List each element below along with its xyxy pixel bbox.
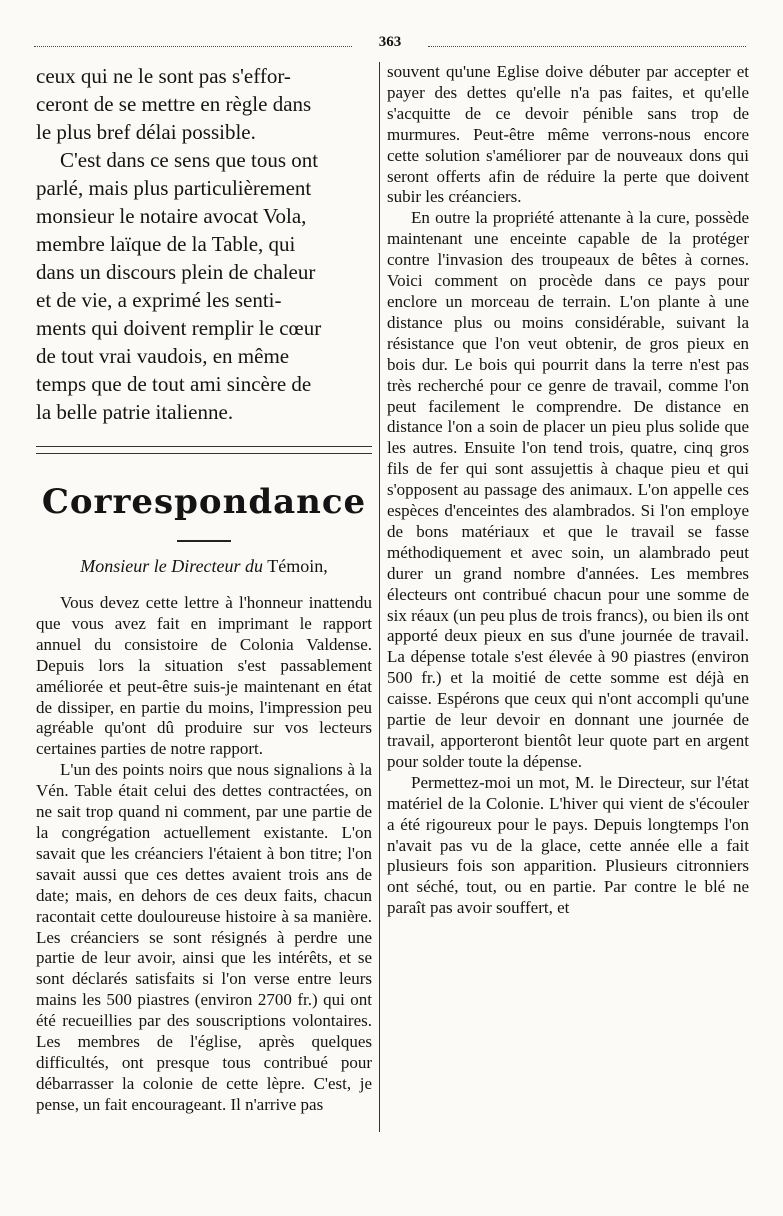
right-paragraph-continued: souvent qu'une Eglise doive débuter par accepter et payer des dettes qu'elle n'a pas faites, et qu'elle s'acquitte de ce devoir pénible sans trop de murmures. Peut-être même verrons-nous encore cette solution s'améliorer par de nouveaux dons qui seront offerts afin de réduire la perte que doivent subir les créanciers. xyxy=(387,62,749,207)
salutation-newspaper: Témoin, xyxy=(267,556,328,576)
page-number: 363 xyxy=(378,34,402,50)
text-line: dans un discours plein de chaleur xyxy=(36,260,316,284)
section-title: Correspondance xyxy=(41,482,367,522)
column-divider xyxy=(379,62,380,1132)
text-line: monsieur le notaire avocat Vola, xyxy=(36,204,307,228)
right-paragraph-colony: Permettez-moi un mot, M. le Directeur, sur l'état matériel de la Colonie. L'hiver qui vient de s'écouler a été rigoureux pour le pays. Depuis longtemps l'on n'avait pas vu de la glace, cette année elle a fait plusieurs fois son apparition. Plusieurs citronniers ont séché, tout, ou en partie. Par contre le blé ne paraît pas avoir souffert, et xyxy=(387,772,749,918)
text-line: C'est dans ce sens que tous ont xyxy=(60,148,319,172)
right-column xyxy=(387,62,749,1216)
left-paragraph-continued xyxy=(36,62,372,146)
text-line: membre laïque de la Table, qui xyxy=(36,232,296,256)
letter-paragraph-1: Vous devez cette lettre à l'honneur inattendu que vous avez fait en imprimant le rapport annuel du consistoire de Colonia Valdense. Depuis lors la situation s'est passablement améliorée et peut-être suis-je maintenant en état de dissiper, en partie du moins, l'impression peu agréable qu'ont dû produire sur vos lecteurs certaines parties de notre rapport. xyxy=(36,593,372,759)
title-underline xyxy=(177,540,231,542)
salutation-italic: Monsieur le Directeur du xyxy=(80,556,264,576)
text-line: ments qui doivent remplir le cœur xyxy=(36,316,322,340)
page-header xyxy=(34,36,746,52)
text-line: ceux qui ne le sont pas s'effor- xyxy=(36,64,291,88)
text-line: le plus bref délai possible. xyxy=(36,120,256,144)
left-column xyxy=(36,62,372,1216)
section-separator xyxy=(36,446,372,454)
right-paragraph-alambrados: En outre la propriété attenante à la cure, possède maintenant une enceinte capable de la protéger contre l'invasion des troupeaux de bêtes à cornes. Voici comment on procède dans ce pays pour enclore un morceau de terrain. L'on plante à une distance plus ou moins considérable, suivant la résistance que l'on veut obtenir, de gros pieux en bois dur. Le bois qui pourrit dans la terre n'est pas très recherché pour ce genre de travail, comme l'on peut facilement le comprendre. De distance en distance l'on a soin de placer un pieu plus solide que les autres. Ensuite l'on tend trois, quatre, cinq gros fils de fer qui sont assujettis à chaque pieu et qui s'opposent au passage des animaux. L'on appelle ces espèces d'enceintes des alambrados. Si l'on employe de bons matériaux et que le travail se fasse méthodiquement et avec soin, un alambrado peut durer un grand nombre d'années. Les membres électeurs ont contribué chacun pour une somme de six réaux (un peu plus de trois francs), ou bien ils ont apporté deux pieux en sus d'une journée de travail. La dépense totale s'est élevée à 90 piastres (environ 500 fr.) et la moitié de cette somme est déjà en caisse. Espérons que ceux qui n'ont accompli qu'une partie de leur devoir en donnant une journée de travail, apporteront bientôt leur quote part en argent pour solder toute la dépense. xyxy=(387,208,749,771)
letter-paragraph-2: L'un des points noirs que nous signalions à la Vén. Table était celui des dettes contractées, on ne sait trop quand ni comment, par une partie de la congrégation actuellement existante. L'on savait que les créanciers l'étaient à bon titre; l'on savait aussi que ces dettes avaient trois ans de date; mais, en dehors de ces deux faits, chacun racontait cette douloureuse histoire à sa manière. Les créanciers se sont résignés à perdre une partie de leur avoir, ainsi que les intérêts, et se sont déclarés satisfaits si l'on verse entre leurs mains les 500 piastres (environ 2700 fr.) qui ont été recueillies par des souscriptions volontaires. Les membres de l'église, après quelques difficultés, ont presque tous contribué pour débarrasser la colonie de cette lèpre. C'est, je pense, un fait encourageant. Il n'arrive pas xyxy=(36,760,372,1114)
text-line: ceront de se mettre en règle dans xyxy=(36,92,312,116)
text-line: et de vie, a exprimé les senti- xyxy=(36,288,282,312)
text-line: la belle patrie italienne. xyxy=(36,400,234,424)
text-line: parlé, mais plus particulièrement xyxy=(36,176,312,200)
text-line: temps que de tout ami sincère de xyxy=(36,372,312,396)
text-line: de tout vrai vaudois, en même xyxy=(36,344,290,368)
header-rule-right xyxy=(428,46,746,47)
left-paragraph-closing xyxy=(36,146,372,426)
salutation xyxy=(36,556,372,577)
